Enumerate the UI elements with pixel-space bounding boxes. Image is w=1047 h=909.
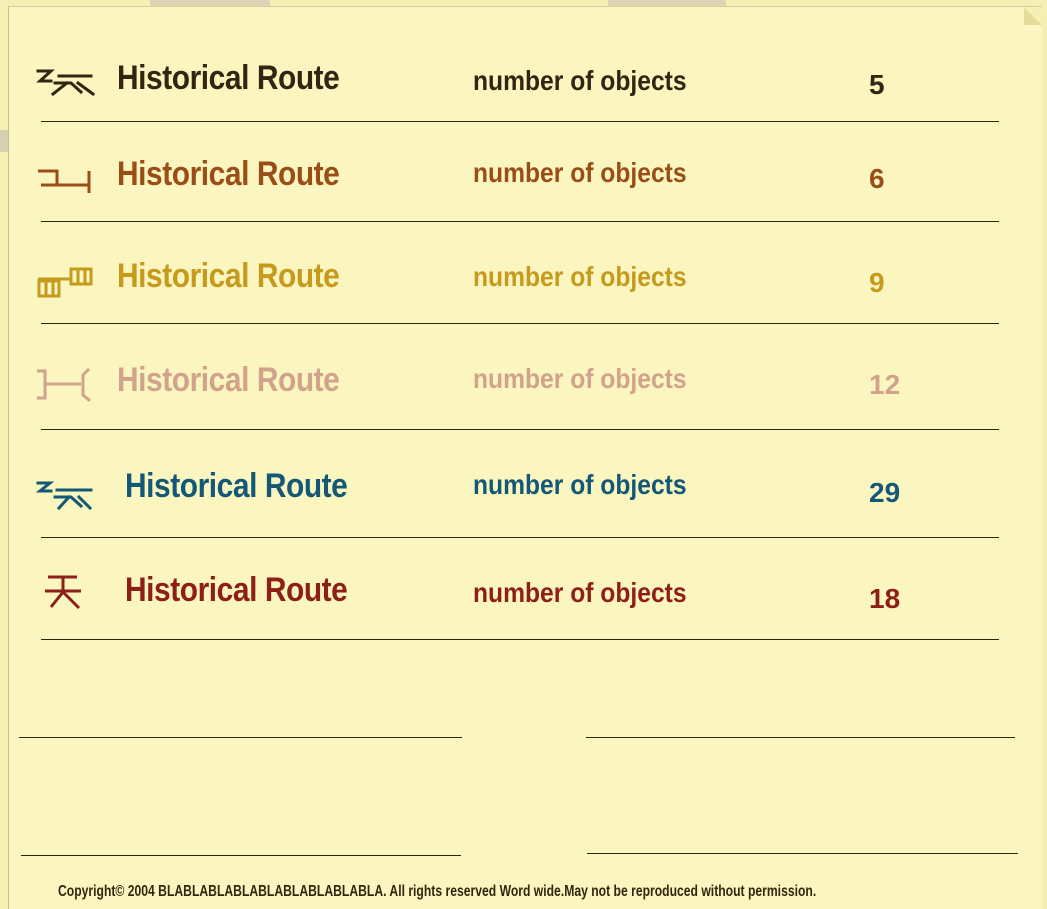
object-count-value: 18 (869, 583, 901, 614)
page-edge-mark (0, 130, 8, 152)
route-mark-6-icon (33, 571, 103, 615)
row-divider (41, 429, 999, 430)
route-name: Historical Route (117, 155, 340, 193)
object-count-label: number of objects (473, 577, 687, 608)
object-count-label: number of objects (473, 65, 687, 96)
route-row-5 (33, 467, 999, 567)
object-count-value: 29 (869, 477, 901, 508)
route-mark-2-icon (33, 161, 103, 205)
row-divider (41, 121, 999, 122)
blank-signature-line-right-bottom (587, 853, 1018, 854)
route-list-card (8, 6, 1042, 909)
row-divider (41, 537, 999, 538)
route-mark-5-icon (33, 477, 103, 521)
route-mark-4-icon (33, 365, 103, 409)
row-divider (41, 221, 999, 222)
row-divider (41, 323, 999, 324)
object-count-value: 5 (869, 69, 885, 100)
blank-signature-line-left-bottom (21, 855, 461, 856)
object-count-label: number of objects (473, 261, 687, 292)
route-name: Historical Route (117, 361, 340, 399)
route-name: Historical Route (125, 571, 348, 609)
route-row-3 (33, 257, 999, 357)
route-mark-3-icon (33, 261, 103, 305)
row-divider (41, 639, 999, 640)
route-mark-1-icon (33, 63, 103, 107)
route-row-6 (33, 571, 999, 671)
object-count-label: number of objects (473, 469, 687, 500)
object-count-value: 6 (869, 163, 885, 194)
route-row-1 (33, 59, 999, 159)
blank-signature-line-left-top (19, 737, 462, 738)
route-name: Historical Route (125, 467, 348, 505)
blank-signature-line-right-top (586, 737, 1015, 738)
object-count-label: number of objects (473, 363, 687, 394)
corner-fold (1024, 7, 1042, 25)
object-count-value: 12 (869, 369, 901, 400)
route-row-2 (33, 155, 999, 255)
object-count-label: number of objects (473, 157, 687, 188)
object-count-value: 9 (869, 267, 885, 298)
route-row-4 (33, 361, 999, 461)
route-name: Historical Route (117, 59, 340, 97)
copyright-notice: Copyright© 2004 BLABLABLABLABLABLABLABLABLA. All rights reserved Word wide.May not be reproduced without permission. (58, 883, 817, 900)
route-name: Historical Route (117, 257, 340, 295)
